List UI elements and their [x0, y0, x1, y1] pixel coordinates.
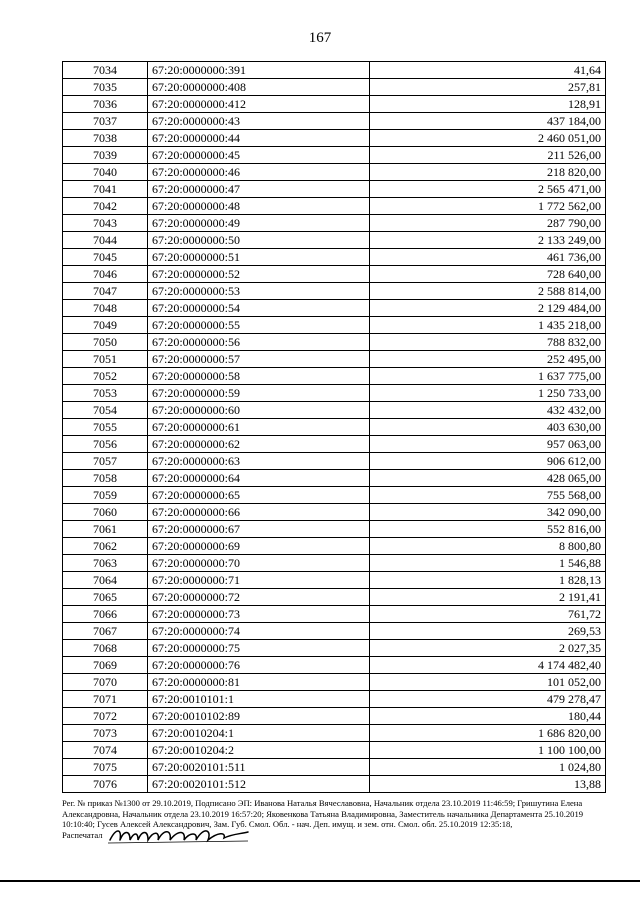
value-cell: 437 184,00 — [370, 113, 606, 130]
cadastral-number-cell: 67:20:0000000:49 — [148, 215, 370, 232]
cadastral-number-cell: 67:20:0000000:63 — [148, 453, 370, 470]
row-number-cell: 7041 — [63, 181, 148, 198]
row-number-cell: 7059 — [63, 487, 148, 504]
value-cell: 1 435 218,00 — [370, 317, 606, 334]
row-number-cell: 7061 — [63, 521, 148, 538]
value-cell: 218 820,00 — [370, 164, 606, 181]
table-row — [63, 317, 606, 334]
cadastral-number-cell: 67:20:0000000:70 — [148, 555, 370, 572]
cadastral-number-cell: 67:20:0000000:412 — [148, 96, 370, 113]
table-row — [63, 368, 606, 385]
row-number-cell: 7062 — [63, 538, 148, 555]
row-number-cell: 7058 — [63, 470, 148, 487]
table-row — [63, 691, 606, 708]
table-row — [63, 589, 606, 606]
cadastral-number-cell: 67:20:0000000:47 — [148, 181, 370, 198]
table-row — [63, 538, 606, 555]
table-body — [63, 62, 606, 793]
value-cell: 761,72 — [370, 606, 606, 623]
row-number-cell: 7044 — [63, 232, 148, 249]
row-number-cell: 7070 — [63, 674, 148, 691]
value-cell: 2 588 814,00 — [370, 283, 606, 300]
value-cell: 211 526,00 — [370, 147, 606, 164]
value-cell: 287 790,00 — [370, 215, 606, 232]
table-row — [63, 334, 606, 351]
cadastral-number-cell: 67:20:0000000:60 — [148, 402, 370, 419]
handwritten-signature — [108, 824, 258, 846]
cadastral-number-cell: 67:20:0000000:81 — [148, 674, 370, 691]
cadastral-number-cell: 67:20:0000000:54 — [148, 300, 370, 317]
cadastral-number-cell: 67:20:0000000:391 — [148, 62, 370, 79]
table-row — [63, 453, 606, 470]
cadastral-number-cell: 67:20:0000000:51 — [148, 249, 370, 266]
footer-line-1: Рег. № приказ №1300 от 29.10.2019, Подписано ЭП: Иванова Наталья Вячеславовна, Начальник отдела 23.10.2019 11:46:59; Гришутина Елена — [62, 798, 583, 808]
table-row — [63, 164, 606, 181]
row-number-cell: 7040 — [63, 164, 148, 181]
cadastral-number-cell: 67:20:0000000:62 — [148, 436, 370, 453]
row-number-cell: 7060 — [63, 504, 148, 521]
value-cell: 8 800,80 — [370, 538, 606, 555]
cadastral-number-cell: 67:20:0010101:1 — [148, 691, 370, 708]
cadastral-number-cell: 67:20:0000000:71 — [148, 572, 370, 589]
table-row — [63, 623, 606, 640]
row-number-cell: 7065 — [63, 589, 148, 606]
page-bottom-rule — [0, 880, 640, 882]
row-number-cell: 7045 — [63, 249, 148, 266]
row-number-cell: 7053 — [63, 385, 148, 402]
cadastral-number-cell: 67:20:0000000:56 — [148, 334, 370, 351]
value-cell: 755 568,00 — [370, 487, 606, 504]
table-row — [63, 555, 606, 572]
row-number-cell: 7051 — [63, 351, 148, 368]
row-number-cell: 7068 — [63, 640, 148, 657]
row-number-cell: 7066 — [63, 606, 148, 623]
table-row — [63, 181, 606, 198]
value-cell: 428 065,00 — [370, 470, 606, 487]
value-cell: 461 736,00 — [370, 249, 606, 266]
cadastral-number-cell: 67:20:0000000:72 — [148, 589, 370, 606]
table-row — [63, 232, 606, 249]
cadastral-number-cell: 67:20:0020101:512 — [148, 776, 370, 793]
value-cell: 4 174 482,40 — [370, 657, 606, 674]
row-number-cell: 7072 — [63, 708, 148, 725]
cadastral-number-cell: 67:20:0000000:64 — [148, 470, 370, 487]
value-cell: 1 828,13 — [370, 572, 606, 589]
row-number-cell: 7054 — [63, 402, 148, 419]
cadastral-number-cell: 67:20:0000000:48 — [148, 198, 370, 215]
row-number-cell: 7035 — [63, 79, 148, 96]
row-number-cell: 7039 — [63, 147, 148, 164]
row-number-cell: 7074 — [63, 742, 148, 759]
value-cell: 2 460 051,00 — [370, 130, 606, 147]
value-cell: 432 432,00 — [370, 402, 606, 419]
cadastral-number-cell: 67:20:0000000:59 — [148, 385, 370, 402]
cadastral-number-cell: 67:20:0000000:57 — [148, 351, 370, 368]
value-cell: 1 100 100,00 — [370, 742, 606, 759]
page-number: 167 — [308, 30, 332, 46]
value-cell: 1 250 733,00 — [370, 385, 606, 402]
row-number-cell: 7071 — [63, 691, 148, 708]
value-cell: 957 063,00 — [370, 436, 606, 453]
cadastral-number-cell: 67:20:0010204:2 — [148, 742, 370, 759]
row-number-cell: 7034 — [63, 62, 148, 79]
row-number-cell: 7038 — [63, 130, 148, 147]
table-row — [63, 606, 606, 623]
value-cell: 1 546,88 — [370, 555, 606, 572]
value-cell: 1 024,80 — [370, 759, 606, 776]
table-row — [63, 96, 606, 113]
table-row — [63, 419, 606, 436]
row-number-cell: 7052 — [63, 368, 148, 385]
cadastral-number-cell: 67:20:0000000:58 — [148, 368, 370, 385]
value-cell: 1 637 775,00 — [370, 368, 606, 385]
row-number-cell: 7076 — [63, 776, 148, 793]
cadastral-number-cell: 67:20:0000000:55 — [148, 317, 370, 334]
cadastral-number-cell: 67:20:0000000:52 — [148, 266, 370, 283]
value-cell: 2 027,35 — [370, 640, 606, 657]
value-cell: 2 129 484,00 — [370, 300, 606, 317]
row-number-cell: 7063 — [63, 555, 148, 572]
cadastral-number-cell: 67:20:0000000:61 — [148, 419, 370, 436]
value-cell: 2 565 471,00 — [370, 181, 606, 198]
table-row — [63, 198, 606, 215]
table-row — [63, 113, 606, 130]
cadastral-number-cell: 67:20:0010204:1 — [148, 725, 370, 742]
cadastral-number-cell: 67:20:0000000:408 — [148, 79, 370, 96]
cadastral-value-table — [62, 61, 606, 793]
cadastral-number-cell: 67:20:0000000:73 — [148, 606, 370, 623]
cadastral-number-cell: 67:20:0010102:89 — [148, 708, 370, 725]
table-row — [63, 351, 606, 368]
cadastral-number-cell: 67:20:0000000:46 — [148, 164, 370, 181]
value-cell: 552 816,00 — [370, 521, 606, 538]
table-row — [63, 130, 606, 147]
row-number-cell: 7049 — [63, 317, 148, 334]
table-row — [63, 385, 606, 402]
row-number-cell: 7067 — [63, 623, 148, 640]
table-row — [63, 266, 606, 283]
table-row — [63, 674, 606, 691]
row-number-cell: 7056 — [63, 436, 148, 453]
value-cell: 180,44 — [370, 708, 606, 725]
value-cell: 1 686 820,00 — [370, 725, 606, 742]
row-number-cell: 7073 — [63, 725, 148, 742]
value-cell: 252 495,00 — [370, 351, 606, 368]
cadastral-number-cell: 67:20:0020101:511 — [148, 759, 370, 776]
table-row — [63, 521, 606, 538]
row-number-cell: 7050 — [63, 334, 148, 351]
value-cell: 128,91 — [370, 96, 606, 113]
row-number-cell: 7048 — [63, 300, 148, 317]
table-row — [63, 742, 606, 759]
footer-line-3: 10:10:40; Гусев Алексей Александрович, Зам. Губ. Смол. Обл. - нач. Деп. имущ. и зем. отн. Смол. обл. 25.10.2019 12:35:18, — [62, 819, 513, 829]
table-row — [63, 725, 606, 742]
value-cell: 257,81 — [370, 79, 606, 96]
cadastral-number-cell: 67:20:0000000:50 — [148, 232, 370, 249]
row-number-cell: 7046 — [63, 266, 148, 283]
table-row — [63, 79, 606, 96]
value-cell: 728 640,00 — [370, 266, 606, 283]
table-row — [63, 776, 606, 793]
table-row — [63, 572, 606, 589]
table-row — [63, 283, 606, 300]
row-number-cell: 7064 — [63, 572, 148, 589]
value-cell: 788 832,00 — [370, 334, 606, 351]
table-row — [63, 487, 606, 504]
table-row — [63, 759, 606, 776]
row-number-cell: 7055 — [63, 419, 148, 436]
table-row — [63, 708, 606, 725]
cadastral-number-cell: 67:20:0000000:74 — [148, 623, 370, 640]
value-cell: 2 133 249,00 — [370, 232, 606, 249]
cadastral-number-cell: 67:20:0000000:44 — [148, 130, 370, 147]
table-row — [63, 504, 606, 521]
row-number-cell: 7057 — [63, 453, 148, 470]
table-row — [63, 402, 606, 419]
value-cell: 403 630,00 — [370, 419, 606, 436]
row-number-cell: 7069 — [63, 657, 148, 674]
cadastral-number-cell: 67:20:0000000:69 — [148, 538, 370, 555]
table-row — [63, 640, 606, 657]
table-row — [63, 300, 606, 317]
cadastral-number-cell: 67:20:0000000:53 — [148, 283, 370, 300]
table-row — [63, 470, 606, 487]
cadastral-number-cell: 67:20:0000000:45 — [148, 147, 370, 164]
cadastral-number-cell: 67:20:0000000:76 — [148, 657, 370, 674]
cadastral-number-cell: 67:20:0000000:67 — [148, 521, 370, 538]
value-cell: 269,53 — [370, 623, 606, 640]
table-row — [63, 62, 606, 79]
row-number-cell: 7043 — [63, 215, 148, 232]
table-row — [63, 249, 606, 266]
footer-line-2: Александровна, Начальник отдела 23.10.2019 16:57:20; Яковенкова Татьяна Владимировна, Заместитель начальника Департамента 25.10.2019 — [62, 808, 584, 819]
row-number-cell: 7047 — [63, 283, 148, 300]
value-cell: 906 612,00 — [370, 453, 606, 470]
value-cell: 13,88 — [370, 776, 606, 793]
value-cell: 1 772 562,00 — [370, 198, 606, 215]
value-cell: 101 052,00 — [370, 674, 606, 691]
value-cell: 342 090,00 — [370, 504, 606, 521]
table-row — [63, 657, 606, 674]
row-number-cell: 7037 — [63, 113, 148, 130]
value-cell: 2 191,41 — [370, 589, 606, 606]
value-cell: 479 278,47 — [370, 691, 606, 708]
value-cell: 41,64 — [370, 62, 606, 79]
row-number-cell: 7075 — [63, 759, 148, 776]
cadastral-number-cell: 67:20:0000000:43 — [148, 113, 370, 130]
footer-printed-by-label: Распечатал — [62, 829, 103, 840]
table-row — [63, 147, 606, 164]
row-number-cell: 7036 — [63, 96, 148, 113]
table-row — [63, 215, 606, 232]
cadastral-number-cell: 67:20:0000000:65 — [148, 487, 370, 504]
table-row — [63, 436, 606, 453]
cadastral-number-cell: 67:20:0000000:66 — [148, 504, 370, 521]
row-number-cell: 7042 — [63, 198, 148, 215]
cadastral-number-cell: 67:20:0000000:75 — [148, 640, 370, 657]
